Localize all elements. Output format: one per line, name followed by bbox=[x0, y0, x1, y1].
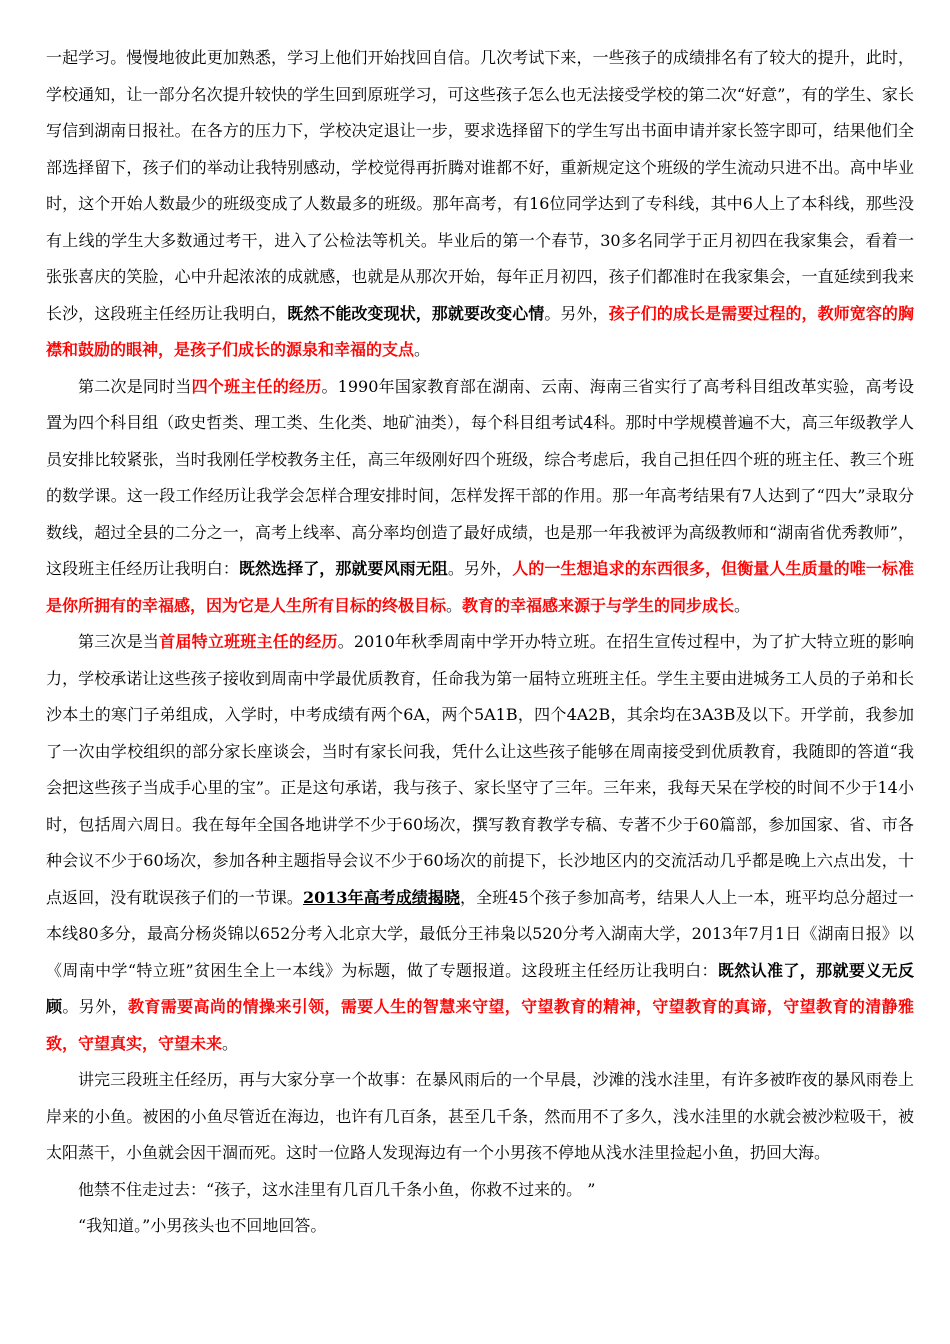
bold-conclusion: 既然不能改变现状，那就要改变心情 bbox=[287, 303, 545, 323]
red-highlight: 首届特立班班主任的经历 bbox=[159, 632, 338, 651]
text-run: 。另外， bbox=[447, 559, 513, 578]
text-run: 他禁不住走过去：“孩子，这水洼里有几百几千条小鱼，你救不过来的。 ” bbox=[78, 1179, 596, 1199]
red-highlight: 教育需要高尚的情操来引领，需要人生的智慧来守望，守望教育的精神，守望教育的真谛，守望教育的清静雅致，守望真实，守望未来 bbox=[46, 997, 914, 1053]
red-highlight: 孩子们的成长是需要过程的，教师宽容的胸襟和鼓励的眼神，是孩子们成长的源泉和幸福的支点 bbox=[46, 303, 914, 359]
text-run: 。 bbox=[446, 595, 463, 615]
document-page bbox=[46, 40, 914, 1245]
text-run: 第三次是当 bbox=[78, 632, 160, 651]
text-run: 一起学习。慢慢地彼此更加熟悉，学习上他们开始找回自信。几次考试下来，一些孩子的成绩排名有了较大的提升，此时，学校通知，让一部分名次提升较快的学生回到原班学习，可这些孩子怎么也无法接受学校的第二次“好意”，有的学生、家长写信到湖南日报社。在各方的压力下，学校决定退让一步，要求选择留下的学生写出书面申请并家长签字即可，结果他们全部选择留下，孩子们的举动让我特别感动，学校觉得再折腾对谁都不好，重新规定这个班级的学生流动只进不出。高中毕业时，这个开始人数最少的班级变成了人数最多的班级。那年高考，有16位同学达到了专科线，其中6人上了本科线，那些没有上线的学生大多数通过考干，进入了公检法等机关。毕业后的第一个春节，30多名同学于正月初四在我家集会，看着一张张喜庆的笑脸，心中升起浓浓的成就感，也就是从那次开始，每年正月初四，孩子们都准时在我家集会，一直延续到我来长沙，这段班主任经历让我明白， bbox=[46, 48, 914, 323]
text-run: 第二次是同时当 bbox=[78, 376, 192, 396]
paragraph-one-first-class-story bbox=[46, 40, 914, 369]
text-run: “我知道。”小男孩头也不回地回答。 bbox=[78, 1216, 327, 1235]
paragraph-four-story bbox=[46, 1062, 914, 1172]
text-run: 。 bbox=[414, 340, 431, 359]
paragraph-two-four-classes bbox=[46, 369, 914, 625]
text-run: 。 bbox=[222, 1033, 239, 1053]
paragraph-five-dialogue bbox=[46, 1172, 914, 1209]
text-run: 。另外， bbox=[62, 997, 128, 1016]
red-highlight: 人的一生想追求的东西很多，但衡量人生质量的唯一标准是你所拥有的幸福感，因为它是人生所有目标的终极目标 bbox=[46, 559, 914, 615]
bold-conclusion: 既然认准了，那就要义无反顾 bbox=[46, 960, 914, 1016]
bold-conclusion: 既然选择了，那就要风雨无阻 bbox=[238, 559, 448, 578]
text-run: ，全班45个孩子参加高考，结果人人上一本，班平均总分超过一本线80多分，最高分杨炎锦以652分考入北京大学，最低分王祎枭以520分考入湖南大学，2013年7月1日《湖南日报》以《周南中学“特立班”贫困生全上一本线》为标题，做了专题报道。这段班主任经历让我明白： bbox=[46, 887, 914, 980]
text-run: 。2010年秋季周南中学开办特立班。在招生宣传过程中，为了扩大特立班的影响力，学校承诺让这些孩子接收到周南中学最优质教育，任命我为第一届特立班班主任。学生主要由进城务工人员的子弟和长沙本土的寒门子弟组成，入学时，中考成绩有两个6A，两个5A1B，四个4A2B，其余均在3A3B及以下。开学前，我参加了一次由学校组织的部分家长座谈会，当时有家长问我，凭什么让这些孩子能够在周南接受到优质教育，我随即的答道“我会把这些孩子当成手心里的宝”。正是这句承诺，我与孩子、家长坚守了三年。三年来，我每天呆在学校的时间不少于14小时，包括周六周日。我在每年全国各地讲学不少于60场次，撰写教育教学专稿、专著不少于60篇部，参加国家、省、市各种会议不少于60场次，参加各种主题指导会议不少于60场次的前提下，长沙地区内的交流活动几乎都是晚上六点出发，十点返回，没有耽误孩子们的一节课。 bbox=[46, 632, 914, 907]
text-run: 。另外， bbox=[544, 303, 609, 323]
red-highlight: 四个班主任的经历 bbox=[191, 376, 322, 396]
paragraph-six-dialogue bbox=[46, 1208, 914, 1245]
underlined-heading: 2013年高考成绩揭晓 bbox=[302, 887, 460, 907]
text-run: 。 bbox=[734, 595, 751, 615]
red-highlight: 教育的幸福感来源于与学生的同步成长 bbox=[462, 595, 735, 615]
paragraph-three-teli-class bbox=[46, 624, 914, 1062]
text-run: 讲完三段班主任经历，再与大家分享一个故事：在暴风雨后的一个早晨，沙滩的浅水洼里，有许多被昨夜的暴风雨卷上岸来的小鱼。被困的小鱼尽管近在海边，也许有几百条，甚至几千条，然而用不了多久，浅水洼里的水就会被沙粒吸干，被太阳蒸干，小鱼就会因干涸而死。这时一位路人发现海边有一个小男孩不停地从浅水洼里捡起小鱼，扔回大海。 bbox=[46, 1070, 914, 1162]
text-run: 。1990年国家教育部在湖南、云南、海南三省实行了高考科目组改革实验，高考设置为四个科目组（政史哲类、理工类、生化类、地矿油类），每个科目组考试4科。那时中学规模普遍不大，高三年级教学人员安排比较紧张，当时我刚任学校教务主任，高三年级刚好四个班级，综合考虑后，我自己担任四个班的班主任、教三个班的数学课。这一段工作经历让我学会怎样合理安排时间，怎样发挥干部的作用。那一年高考结果有7人达到了“四大”录取分数线，超过全县的二分之一，高考上线率、高分率均创造了最好成绩，也是那一年我被评为高级教师和“湖南省优秀教师”，这段班主任经历让我明白： bbox=[46, 376, 914, 578]
